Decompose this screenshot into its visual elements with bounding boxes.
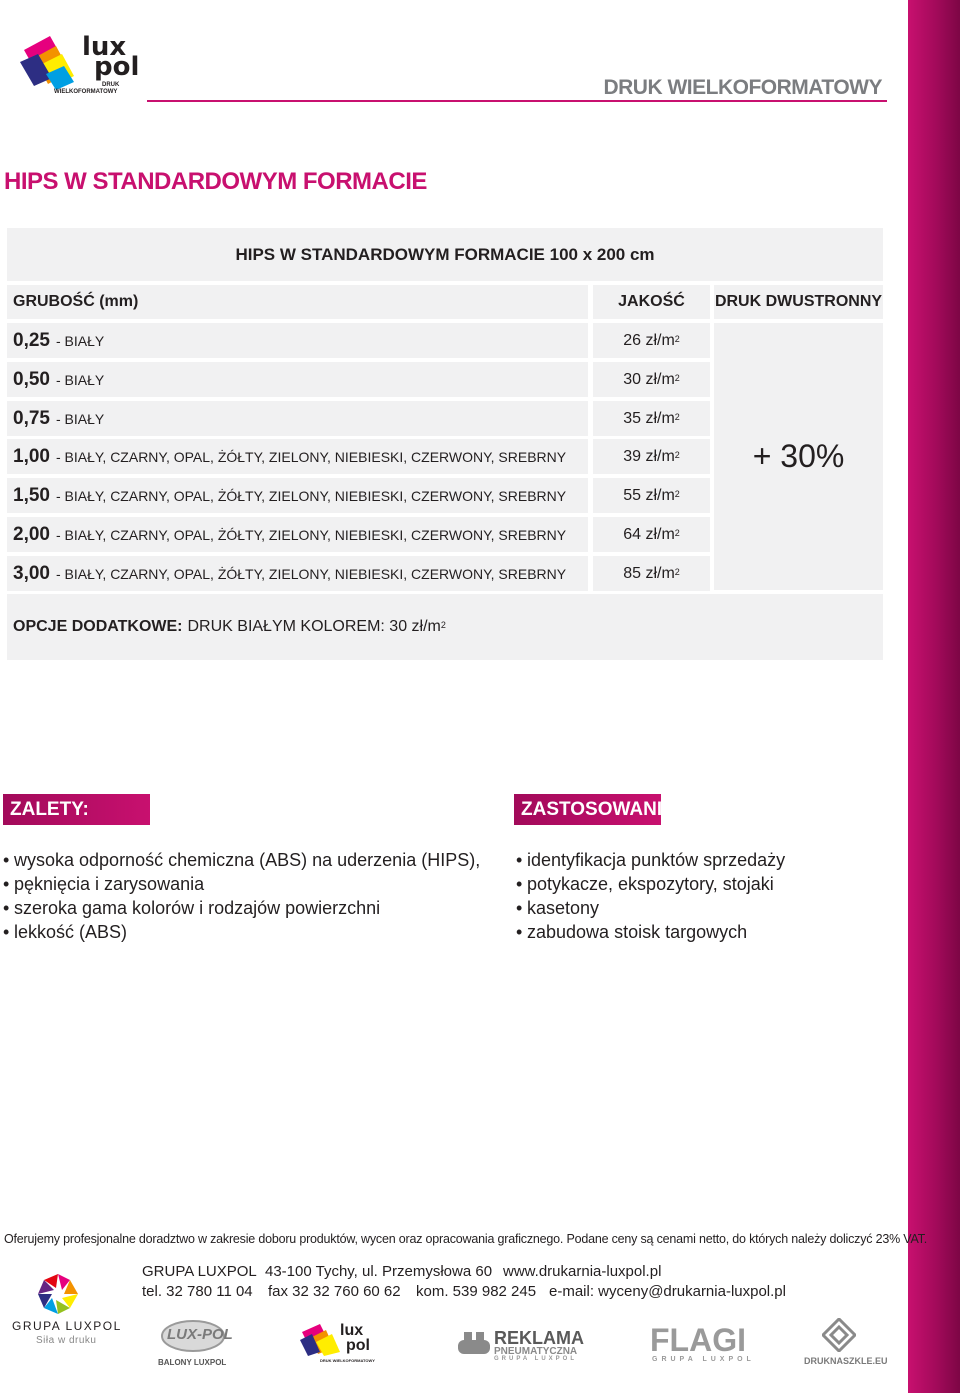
reklama-logo-icon: [456, 1330, 492, 1358]
price-value: 55 zł/m: [623, 486, 675, 504]
price-value: 64 zł/m: [623, 525, 675, 543]
druk-logo-pol: pol: [346, 1337, 370, 1354]
druk-logo-lux: lux: [340, 1322, 364, 1339]
table-row-price: [593, 556, 710, 591]
price-sup: 2: [674, 333, 680, 344]
page-title: HIPS W STANDARDOWYM FORMACIE: [4, 168, 427, 195]
options-label: OPCJE DODATKOWE:: [13, 618, 183, 635]
druknaszkle-logo-icon: [822, 1318, 856, 1352]
logo-text-lux: lux: [82, 32, 127, 62]
company-name: GRUPA LUXPOL: [142, 1263, 257, 1280]
thickness-value: 0,25: [13, 329, 50, 351]
reklama-grupa: GRUPA LUXPOL: [494, 1356, 578, 1362]
email-link[interactable]: e-mail: wyceny@drukarnia-luxpol.pl: [549, 1283, 786, 1300]
thickness-value: 0,50: [13, 368, 50, 390]
price-sup: 2: [674, 411, 680, 422]
table-row-price: [593, 323, 710, 358]
table-row-thickness: [7, 401, 588, 436]
table-row-thickness: [7, 478, 588, 513]
list-item: • identyfikacja punktów sprzedaży: [516, 848, 896, 872]
druk-logo-sub: DRUK WIELKOFORMATOWY: [320, 1358, 375, 1363]
flagi-label: FLAGI: [650, 1322, 746, 1358]
options-value: DRUK BIAŁYM KOLOREM: 30 zł/m: [187, 618, 441, 635]
grupa-luxpol-label: GRUPA LUXPOL: [12, 1319, 122, 1333]
table-caption: HIPS W STANDARDOWYM FORMACIE 100 x 200 cm: [7, 228, 883, 281]
reklama-label: REKLAMA: [494, 1328, 584, 1348]
list-item: • zabudowa stoisk targowych: [516, 920, 896, 944]
price-sup: 2: [674, 449, 680, 460]
table-row-price: [593, 401, 710, 436]
color-list: - BIAŁY: [55, 410, 105, 427]
disclaimer: Oferujemy profesjonalne doradztwo w zakresie doboru produktów, wycen oraz opracowania graficznego. Podane ceny są cenami netto, do których należy doliczyć 23% VAT.: [4, 1232, 928, 1246]
price-value: 26 zł/m: [623, 331, 675, 349]
balony-mark: LUX-POL: [167, 1326, 233, 1343]
color-list: - BIAŁY: [55, 332, 105, 349]
logo-subtitle: [54, 82, 119, 96]
flagi-sub: GRUPA LUXPOL: [652, 1356, 755, 1363]
color-list: - BIAŁY, CZARNY, OPAL, ŻÓŁTY, ZIELONY, NIEBIESKI, CZERWONY, SREBRNY: [55, 487, 567, 504]
table-row-price: [593, 362, 710, 397]
table-row-price: [593, 439, 710, 474]
header-thickness: GRUBOŚĆ (mm): [7, 285, 588, 319]
table-row-price: [593, 478, 710, 513]
fax: fax 32 32 760 60 62: [268, 1283, 401, 1300]
thickness-value: 1,50: [13, 484, 50, 506]
price-sup: 2: [674, 566, 680, 577]
price-value: 35 zł/m: [623, 409, 675, 427]
table-row-thickness: [7, 323, 588, 358]
list-item: • wysoka odporność chemiczna (ABS) na uderzenia (HIPS),: [3, 848, 483, 872]
header-divider: [147, 100, 887, 102]
list-item: • szeroka gama kolorów i rodzajów powierzchni: [3, 896, 483, 920]
logo-sub-druk: DRUK: [102, 82, 120, 88]
color-list: - BIAŁY, CZARNY, OPAL, ŻÓŁTY, ZIELONY, NIEBIESKI, CZERWONY, SREBRNY: [55, 448, 567, 465]
color-list: - BIAŁY, CZARNY, OPAL, ŻÓŁTY, ZIELONY, NIEBIESKI, CZERWONY, SREBRNY: [55, 526, 567, 543]
druk-logo-icon: [300, 1322, 344, 1358]
table-row-thickness: [7, 439, 588, 474]
price-value: 30 zł/m: [623, 370, 675, 388]
table-row-thickness: [7, 556, 588, 591]
advantages-list: [3, 848, 483, 944]
table-row-price: [593, 517, 710, 552]
price-sup: 2: [674, 372, 680, 383]
table-row-thickness: [7, 362, 588, 397]
color-list: - BIAŁY: [55, 371, 105, 388]
price-sup: 2: [674, 527, 680, 538]
header-quality: JAKOŚĆ: [593, 285, 710, 319]
side-stripe: [908, 0, 960, 1393]
header-duplex: DRUK DWUSTRONNY: [714, 285, 883, 319]
price-sup: 2: [674, 488, 680, 499]
header-title: DRUK WIELKOFORMATOWY: [603, 76, 882, 99]
thickness-value: 3,00: [13, 562, 50, 584]
usage-heading: ZASTOSOWANIE:: [514, 794, 661, 825]
thickness-value: 1,00: [13, 445, 50, 467]
color-list: - BIAŁY, CZARNY, OPAL, ŻÓŁTY, ZIELONY, NIEBIESKI, CZERWONY, SREBRNY: [55, 565, 567, 582]
additional-options: [7, 594, 883, 660]
website-link[interactable]: www.drukarnia-luxpol.pl: [503, 1263, 662, 1280]
grupa-luxpol-tagline: Siła w druku: [36, 1335, 97, 1346]
list-item: • lekkość (ABS): [3, 920, 483, 944]
table-row-thickness: [7, 517, 588, 552]
address: 43-100 Tychy, ul. Przemysłowa 60: [265, 1263, 493, 1280]
duplex-surcharge: + 30%: [714, 323, 883, 590]
logo-sub-wielkoformatowy: WIELKOFORMATOWY: [54, 89, 118, 95]
thickness-value: 0,75: [13, 407, 50, 429]
druknaszkle-label: DRUKNASZKLE.EU: [804, 1356, 888, 1366]
price-value: 85 zł/m: [623, 564, 675, 582]
price-value: 39 zł/m: [623, 447, 675, 465]
phone[interactable]: tel. 32 780 11 04: [142, 1283, 253, 1300]
list-item-continuation: • pęknięcia i zarysowania: [3, 872, 483, 896]
usage-list: [516, 848, 896, 944]
grupa-luxpol-logo-icon: [36, 1272, 80, 1316]
options-sup: 2: [440, 620, 446, 630]
list-item: • potykacze, ekspozytory, stojaki: [516, 872, 896, 896]
mobile[interactable]: kom. 539 982 245: [416, 1283, 537, 1300]
balony-label: BALONY LUXPOL: [158, 1358, 227, 1367]
list-item: • kasetony: [516, 896, 896, 920]
thickness-value: 2,00: [13, 523, 50, 545]
advantages-heading: ZALETY:: [3, 794, 150, 825]
reklama-sub: PNEUMATYCZNA: [494, 1346, 578, 1357]
logo-text-pol: pol: [94, 52, 140, 82]
